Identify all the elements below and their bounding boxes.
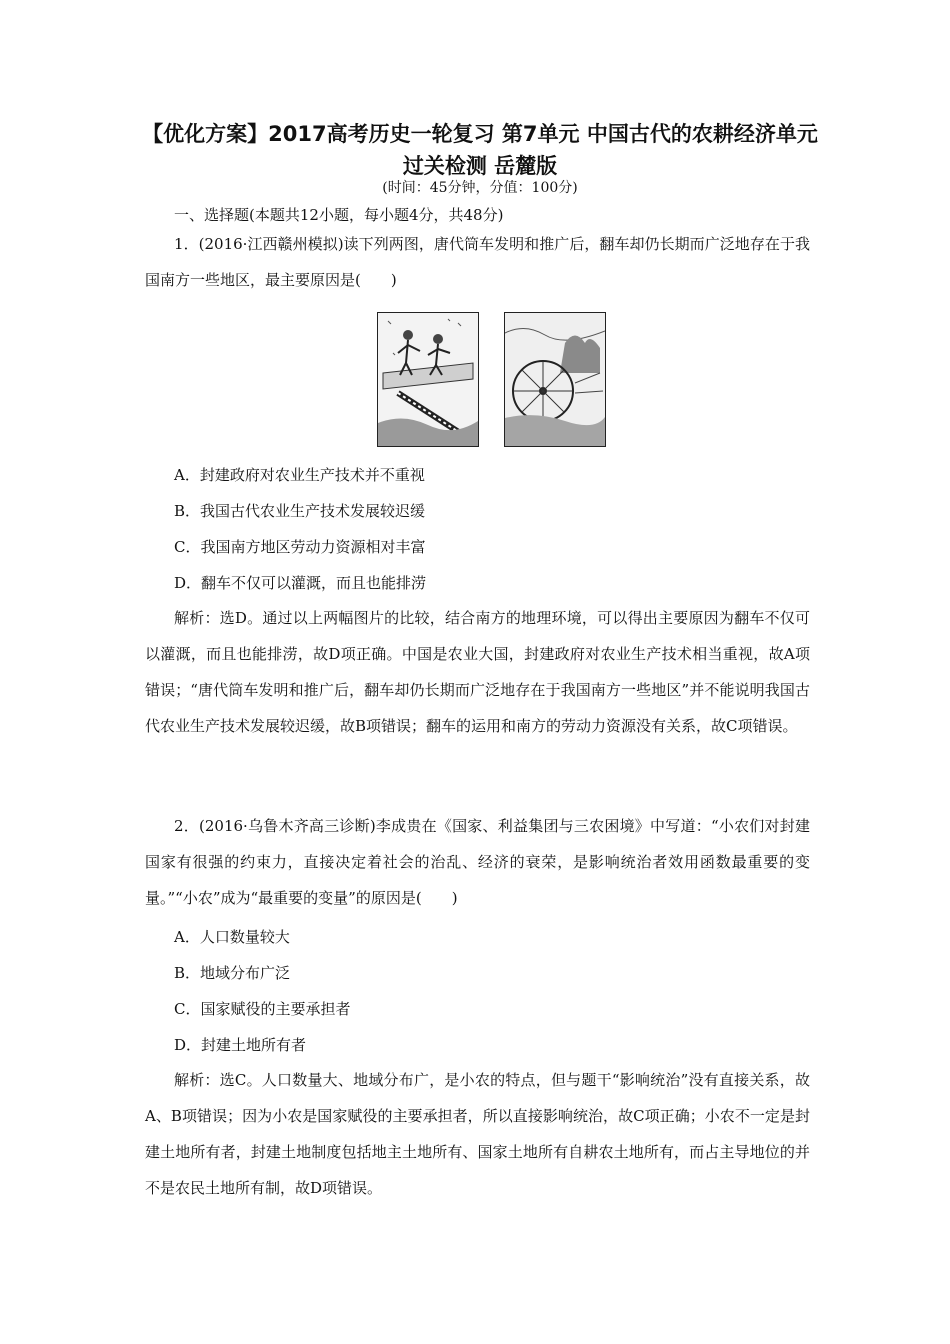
section-heading: 一、选择题(本题共12小题，每小题4分，共48分) bbox=[174, 206, 504, 224]
question-2-stem: 2．(2016·乌鲁木齐高三诊断)李成贵在《国家、利益集团与三农困境》中写道：“小农们对封建国家有很强的约束力，直接决定着社会的治乱、经济的衰荣，是影响统治者效用函数最重要的变量。”“小农”成为“最重要的变量”的原因是( ) bbox=[145, 817, 810, 907]
figure-waterwheel-treadle bbox=[377, 312, 479, 447]
tube-wheel-illustration bbox=[505, 313, 605, 446]
question-2-option-d: D．封建土地所有者 bbox=[174, 1036, 307, 1054]
question-1-option-c: C．我国南方地区劳动力资源相对丰富 bbox=[174, 538, 426, 556]
question-1-option-d: D．翻车不仅可以灌溉，而且也能排涝 bbox=[174, 574, 427, 592]
treadle-waterwheel-illustration bbox=[378, 313, 478, 446]
question-1-analysis: 解析：选D。通过以上两幅图片的比较，结合南方的地理环境，可以得出主要原因为翻车不仅可以灌溉，而且也能排涝，故D项正确。中国是农业大国，封建政府对农业生产技术相当重视，故A项错误；“唐代筒车发明和推广后，翻车却仍长期而广泛地存在于我国南方一些地区”并不能说明我国古代农业生产技术发展较迟缓，故B项错误；翻车的运用和南方的劳动力资源没有关系，故C项错误。 bbox=[145, 609, 810, 735]
figure-tube-wheel bbox=[504, 312, 606, 447]
question-1-option-a: A．封建政府对农业生产技术并不重视 bbox=[174, 466, 425, 484]
question-2-option-a: A．人口数量较大 bbox=[174, 928, 290, 946]
question-2-option-c: C．国家赋役的主要承担者 bbox=[174, 1000, 351, 1018]
question-1-stem: 1．(2016·江西赣州模拟)读下列两图，唐代筒车发明和推广后，翻车却仍长期而广泛地存在于我国南方一些地区，最主要原因是( ) bbox=[145, 235, 810, 289]
question-2-option-b: B．地域分布广泛 bbox=[174, 964, 291, 982]
question-2-analysis: 解析：选C。人口数量大、地域分布广，是小农的特点，但与题干“影响统治”没有直接关系，故A、B项错误；因为小农是国家赋役的主要承担者，所以直接影响统治，故C项正确；小农不一定是封建土地所有者，封建土地制度包括地主土地所有、国家土地所有自耕农土地所有，而占主导地位的并不是农民土地所有制，故D项错误。 bbox=[145, 1071, 810, 1197]
question-1-option-b: B．我国古代农业生产技术发展较迟缓 bbox=[174, 502, 426, 520]
document-subtitle: (时间：45分钟，分值：100分) bbox=[382, 180, 578, 196]
document-title: 【优化方案】2017高考历史一轮复习 第7单元 中国古代的农耕经济单元过关检测 岳麓版 bbox=[142, 122, 818, 178]
